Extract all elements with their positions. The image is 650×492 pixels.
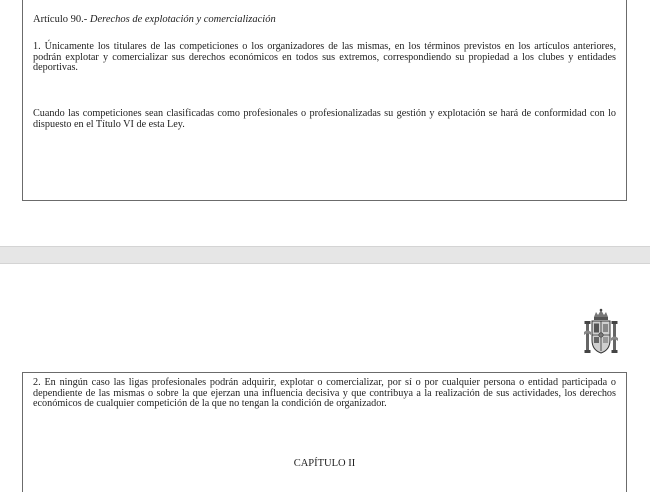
article-title: Derechos de explotación y comercialización [89, 14, 276, 25]
paragraph-3: 2. En ningún caso las ligas profesionales podrán adquirir, explotar o comercializar, por sí o por cualquier persona o entidad participada o dependiente de las mismas o sobre la que ejerzan una influencia decisiva y que contribuya a la realización de sus actividades, los derechos económicos de cualquier competición de la que no tengan la condición de organizador. [33, 377, 616, 410]
paragraph-2: Cuando las competiciones sean clasificadas como profesionales o profesionalizadas su gestión y explotación se hará de conformidad con lo dispuesto en el Título VI de esta Ley. [33, 108, 616, 130]
spain-coat-of-arms-icon [584, 308, 618, 358]
article-heading [33, 13, 623, 26]
paragraph-1: 1. Únicamente los titulares de las competiciones o los organizadores de las mismas, en los términos previstos en los artículos anteriores, podrán explotar y comercializar sus derechos económicos en todos sus extremos, correspondiendo su propiedad a los clubes y entidades deportivas. [33, 41, 616, 74]
chapter-heading: CAPÍTULO II [293, 458, 356, 469]
text-frame-top [22, 0, 627, 201]
page-separator [0, 246, 650, 264]
article-number: Artículo 90.- [33, 14, 88, 25]
